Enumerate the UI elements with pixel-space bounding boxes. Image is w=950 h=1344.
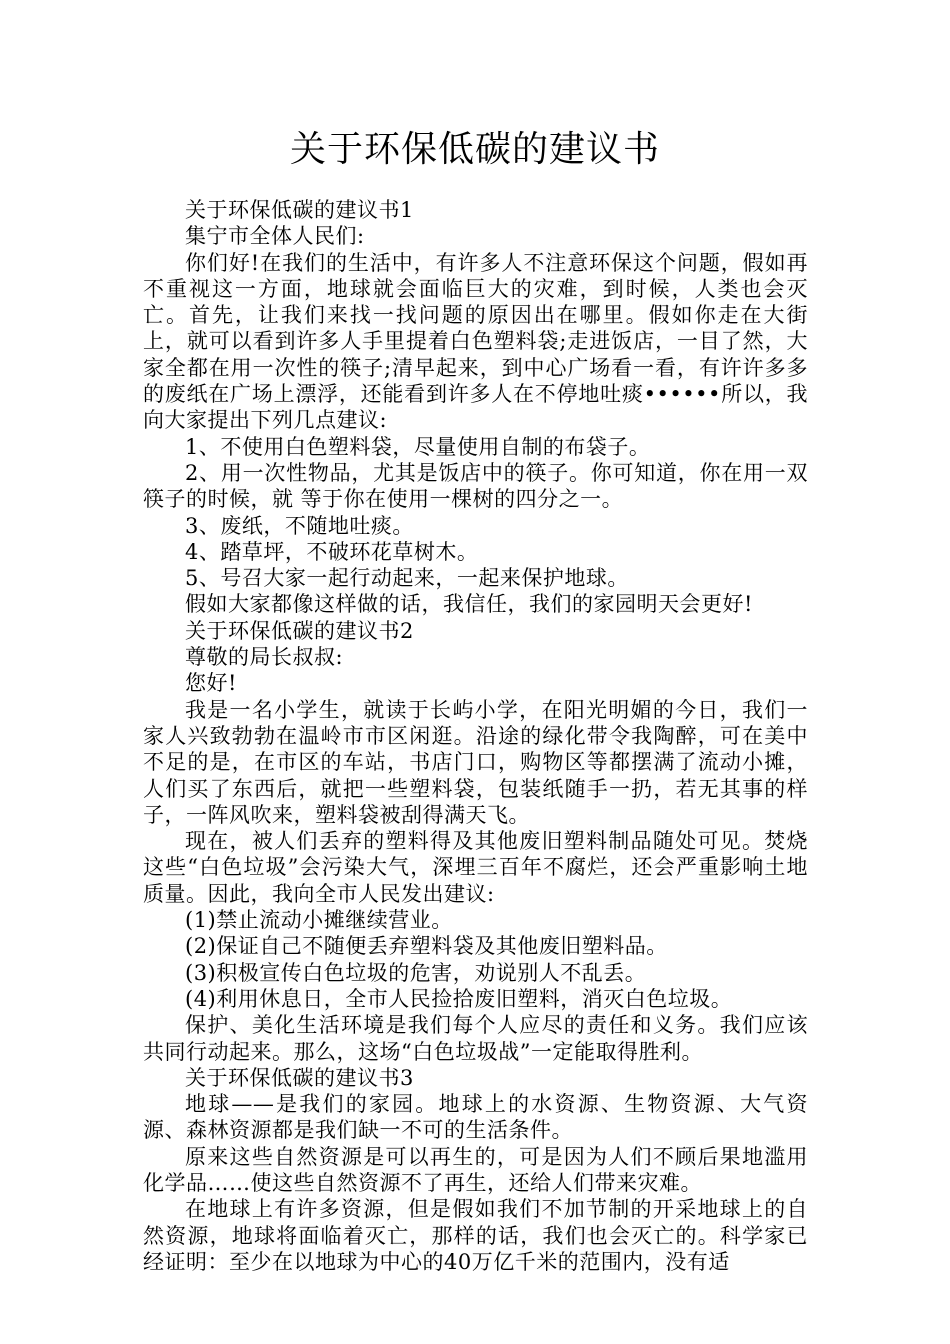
list-item: (1)禁止流动小摊继续营业。 — [185, 908, 453, 933]
paragraph: 我是一名小学生，就读于长屿小学，在阳光明媚的今日，我们一家人兴致勃勃在温岭市市区闲逛。沿途的绿化带令我陶醉，可在美中不足的是，在市区的车站，书店门口，购物区等都摆满了流动小摊，人们买了东西后，就把一些塑料袋，包装纸随手一扔，若无其事的样子，一阵风吹来，塑料袋被刮得满天飞。 — [143, 697, 808, 827]
greeting: 您好! — [185, 671, 237, 696]
paragraph: 你们好!在我们的生活中，有许多人不注意环保这个问题，假如再不重视这一方面，地球就会面临巨大的灾难，到时候，人类也会灭亡。首先，让我们来找一找问题的原因出在哪里。假如你走在大街上，就可以看到许多人手里提着白色塑料袋;走进饭店，一目了然，大家全都在用一次性的筷子;清早起来，到中心广场看一看，有许许多多的废纸在广场上漂浮，还能看到许多人在不停地吐痰••••••所以，我向大家提出下列几点建议: — [143, 250, 808, 433]
document-body — [143, 197, 808, 1275]
paragraph: 现在，被人们丢弃的塑料得及其他废旧塑料制品随处可见。焚烧这些“白色垃圾”会污染大气，深埋三百年不腐烂，还会严重影响土地质量。因此，我向全市人民发出建议: — [143, 829, 808, 906]
list-item: (4)利用休息日，全市人民捡拾废旧塑料，消灭白色垃圾。 — [185, 986, 733, 1011]
paragraph: 假如大家都像这样做的话，我信任，我们的家园明天会更好! — [185, 592, 753, 617]
salutation: 尊敬的局长叔叔: — [185, 645, 344, 670]
document-title: 关于环保低碳的建议书 — [289, 129, 660, 170]
paragraph: 原来这些自然资源是可以再生的，可是因为人们不顾后果地滥用化学品……使这些自然资源不了再生，还给人们带来灾难。 — [143, 1144, 808, 1195]
list-item: 3、废纸，不随地吐痰。 — [185, 513, 414, 538]
list-item: (2)保证自己不随便丢弃塑料袋及其他废旧塑料品。 — [185, 934, 668, 959]
list-item: 4、踏草坪，不破环花草树木。 — [185, 539, 479, 564]
paragraph: 保护、美化生活环境是我们每个人应尽的责任和义务。我们应该共同行动起来。那么，这场“白色垃圾战”一定能取得胜利。 — [143, 1013, 808, 1064]
list-item: 5、号召大家一起行动起来，一起来保护地球。 — [185, 566, 629, 591]
list-item: 1、不使用白色塑料袋，尽量使用自制的布袋子。 — [185, 434, 651, 459]
paragraph: 地球——是我们的家园。地球上的水资源、生物资源、大气资源、森林资源都是我们缺一不可的生活条件。 — [143, 1092, 808, 1143]
list-item: 2、用一次性物品，尤其是饭店中的筷子。你可知道，你在用一双筷子的时候，就 等于你在使用一棵树的四分之一。 — [143, 460, 808, 512]
section-heading-3: 关于环保低碳的建议书3 — [185, 1065, 414, 1090]
paragraph: 在地球上有许多资源，但是假如我们不加节制的开采地球上的自然资源，地球将面临着灭亡，那样的话，我们也会灭亡的。科学家已经证明：至少在以地球为中心的40万亿千米的范围内，没有适 — [143, 1197, 808, 1274]
section-heading-1: 关于环保低碳的建议书1 — [185, 198, 414, 222]
section-heading-2: 关于环保低碳的建议书2 — [185, 618, 414, 643]
salutation: 集宁市全体人民们: — [185, 224, 365, 249]
list-item: (3)积极宣传白色垃圾的危害，劝说别人不乱丢。 — [185, 960, 647, 985]
